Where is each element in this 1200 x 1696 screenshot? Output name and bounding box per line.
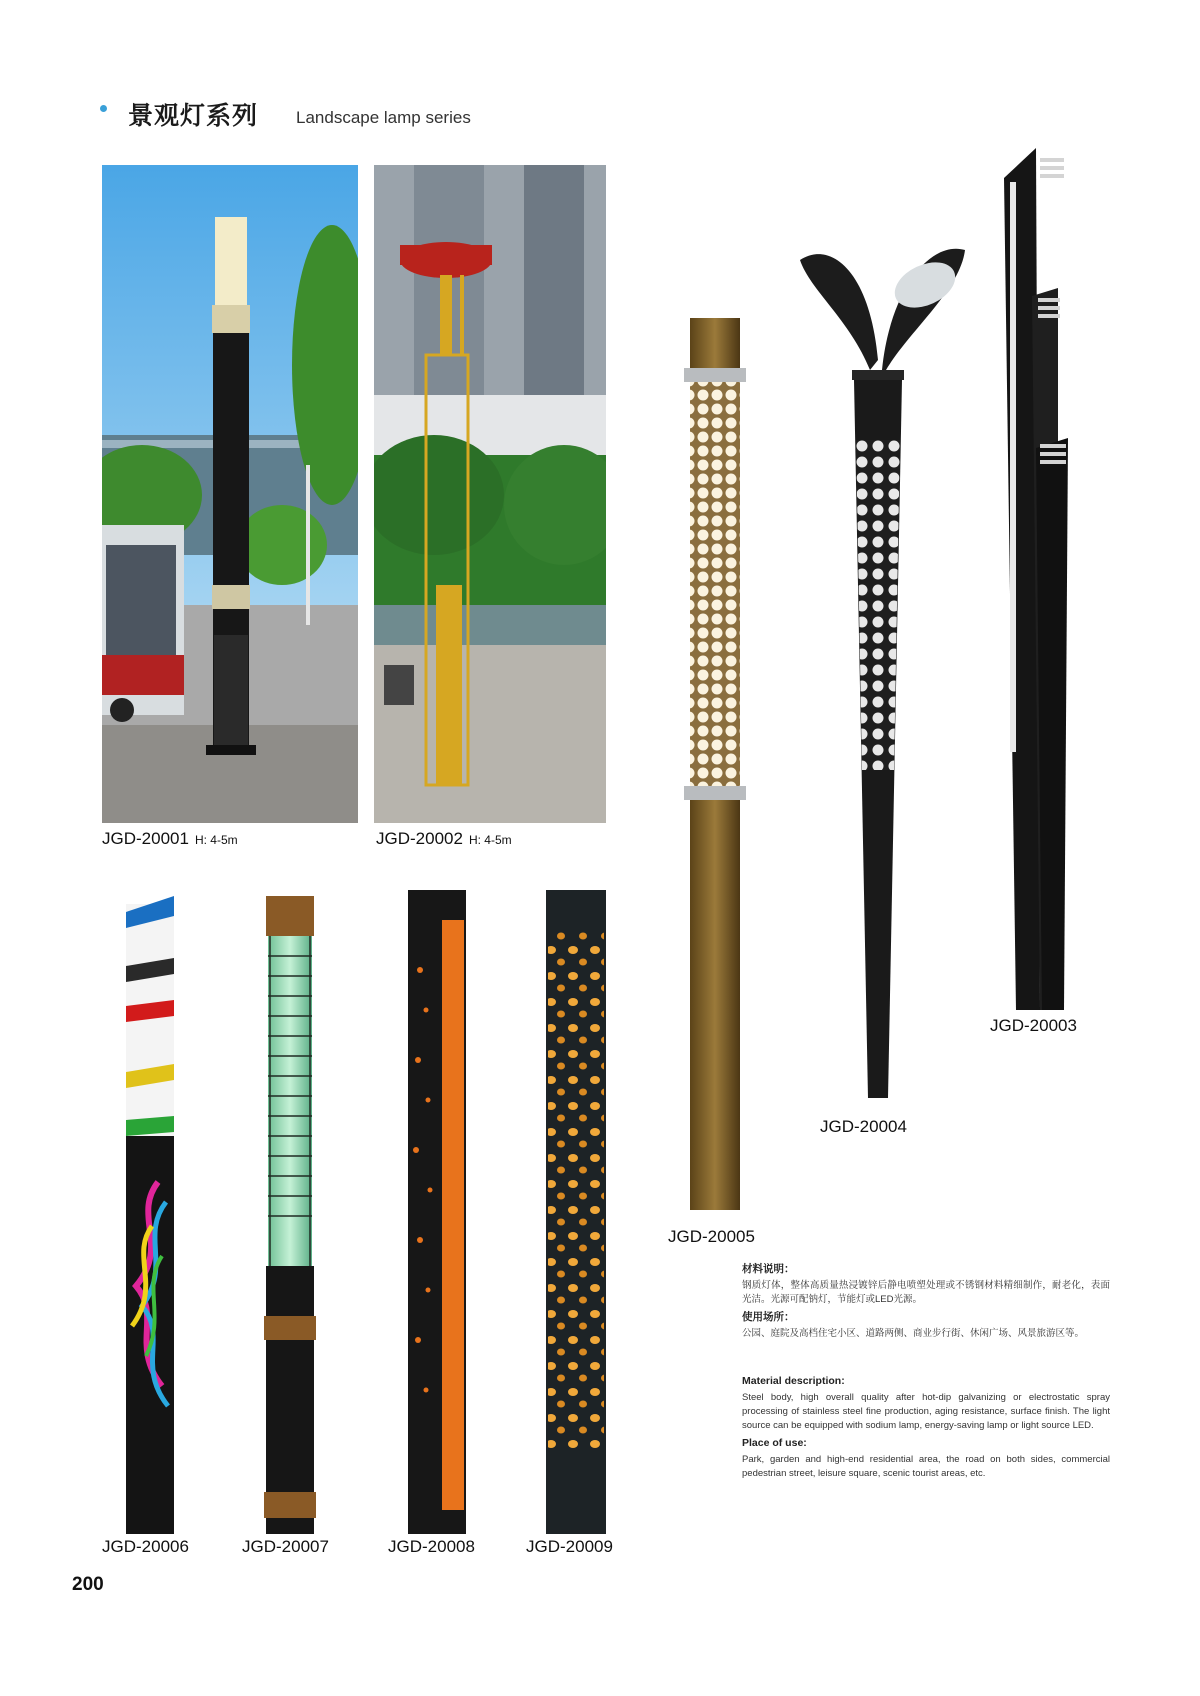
- product-caption-20001: [102, 829, 238, 849]
- product-caption-20007: JGD-20007: [242, 1537, 329, 1556]
- title-bullet: [100, 105, 107, 112]
- product-render-20006: [122, 896, 178, 1534]
- product-render-20005: [682, 318, 748, 1210]
- material-text-en: Steel body, high overall quality after hot-dip galvanizing or electrostatic spray processing of stainless steel fine production, aging resistance, surface finish. The light source can be equipped with sodium lamp, energy-saving lamp or light source LED.: [742, 1392, 1110, 1431]
- page-title-cn: 景观灯系列: [128, 101, 259, 130]
- material-heading-en: Material description:: [742, 1375, 845, 1387]
- usage-text-en: Park, garden and high-end residential area, the road on both sides, commercial pedestrian street, leisure square, scenic tourist areas, etc.: [742, 1454, 1110, 1479]
- usage-heading-cn: 使用场所：: [742, 1311, 795, 1323]
- page-title-en: Landscape lamp series: [296, 108, 471, 127]
- product-caption-20003: JGD-20003: [990, 1016, 1077, 1035]
- usage-heading-en: Place of use:: [742, 1437, 807, 1449]
- product-caption-20002: [376, 829, 512, 849]
- product-code: JGD-20001: [102, 829, 189, 848]
- product-photo-20001: [102, 165, 358, 823]
- product-code: JGD-20002: [376, 829, 463, 848]
- material-text-cn: 钢质灯体，整体高质量热浸镀锌后静电喷塑处理或不锈钢材料精细制作，耐老化，表面光洁。光源可配钠灯，节能灯或LED光源。: [742, 1280, 1110, 1305]
- product-render-20003: [996, 148, 1068, 1012]
- product-render-20007: [262, 896, 318, 1534]
- product-render-20004: [790, 230, 970, 1100]
- product-height: H: 4-5m: [468, 833, 512, 847]
- product-caption-20008: JGD-20008: [388, 1537, 475, 1556]
- product-caption-20004: JGD-20004: [820, 1117, 907, 1136]
- product-photo-20002: [374, 165, 606, 823]
- product-caption-20009: JGD-20009: [526, 1537, 613, 1556]
- usage-text-cn: 公园、庭院及高档住宅小区、道路两侧、商业步行街、休闲广场、风景旅游区等。: [742, 1328, 1085, 1339]
- product-caption-20005: JGD-20005: [668, 1227, 755, 1246]
- page-number: 200: [72, 1574, 104, 1595]
- material-heading-cn: 材料说明：: [742, 1263, 795, 1275]
- product-render-20009: [544, 890, 608, 1534]
- description-block: [742, 1262, 1110, 1484]
- product-caption-20006: JGD-20006: [102, 1537, 189, 1556]
- product-render-20008: [406, 890, 468, 1534]
- product-height: H: 4-5m: [194, 833, 238, 847]
